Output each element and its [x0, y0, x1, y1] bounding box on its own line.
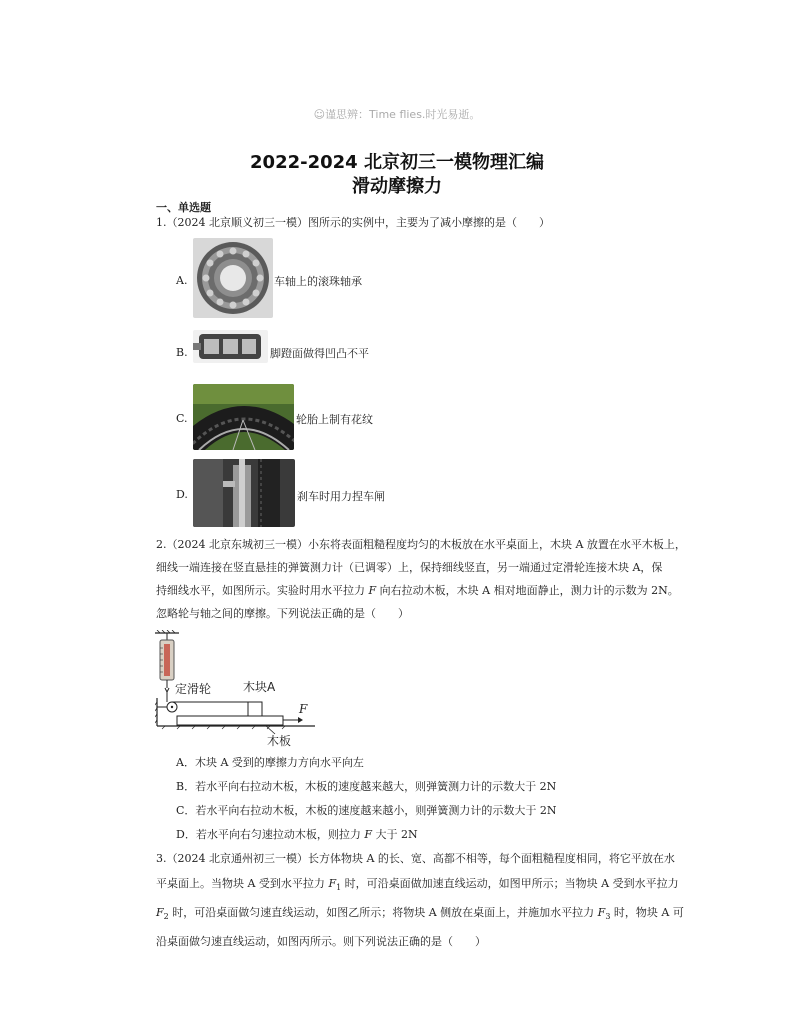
- section-heading: 一、单选题: [156, 201, 211, 214]
- q2-line-4: 忽略轮与轴之间的摩擦。下列说法正确的是（ ）: [156, 607, 409, 620]
- q2-force-variable: F: [368, 584, 377, 597]
- q1-option-a-label: A.: [176, 274, 188, 287]
- q3-f1-symbol: F: [328, 877, 337, 890]
- q3-f3-symbol: F: [597, 906, 606, 920]
- ball-bearing-image: [193, 238, 273, 318]
- q3-line-2a: 平桌面上。当物块 A 受到水平拉力: [156, 877, 329, 890]
- q2-line-3b: 向右拉动木板，木块 A 相对地面静止，测力计的示数为 2N。: [376, 584, 679, 597]
- q1-option-c-text: 轮胎上制有花纹: [296, 413, 373, 426]
- q1-option-b-text: 脚蹬面做得凹凸不平: [270, 347, 369, 360]
- q1-option-c-label: C.: [176, 412, 188, 425]
- q1-option-a-text: 车轴上的滚珠轴承: [274, 275, 362, 288]
- q2-option-d-b: 大于 2N: [371, 828, 418, 841]
- board-label: 木板: [267, 734, 292, 748]
- q3-f2-subscript: 2: [163, 912, 169, 922]
- q3-line-3c: 时，物块 A 可: [610, 906, 684, 920]
- q3-line-3b: 时，可沿桌面做匀速直线运动，如图乙所示；将物块 A 侧放在桌面上，并施加水平拉力: [168, 906, 598, 920]
- tire-tread-image: [193, 384, 294, 450]
- q2-option-b: B．若水平向右拉动木板，木板的速度越来越大，则弹簧测力计的示数大于 2N: [176, 780, 557, 793]
- q2-option-d-a: D．若水平向右匀速拉动木板，则拉力: [176, 828, 365, 841]
- question-1-stem: 1.（2024 北京顺义初三一模）图所示的实例中，主要为了减小摩擦的是（ ）: [156, 216, 550, 229]
- pulley-label: 定滑轮: [175, 682, 212, 696]
- question-2-stem: [156, 533, 716, 625]
- bicycle-pedal-image: [193, 330, 268, 363]
- q2-option-c: C．若水平向右拉动木板，木板的速度越来越小，则弹簧测力计的示数大于 2N: [176, 804, 557, 817]
- q1-option-d-label: D.: [176, 488, 188, 501]
- q3-f3-subscript: 3: [605, 912, 611, 922]
- q2-line-1: 2.（2024 北京东城初三一模）小东将表面粗糙程度均匀的木板放在水平桌面上，木块 A 放置在水平木板上，: [156, 538, 686, 551]
- q2-line-2: 细线一端连接在竖直悬挂的弹簧测力计（已调零）上，保持细线竖直，另一端通过定滑轮连接木块 A，保: [156, 561, 663, 574]
- q1-option-d-text: 刹车时用力捏车闸: [297, 490, 385, 503]
- q2-option-a: A．木块 A 受到的摩擦力方向水平向左: [176, 756, 364, 769]
- q3-line-2b: 时，可沿桌面做加速直线运动，如图甲所示；当物块 A 受到水平拉力: [341, 877, 679, 890]
- q2-line-3a: 持细线水平，如图所示。实验时用水平拉力: [156, 584, 369, 597]
- pulley-experiment-diagram: [155, 630, 325, 750]
- page-header: ☺谨思辨：Time flies.时光易逝。: [313, 108, 481, 121]
- q2-line-3: [156, 579, 716, 602]
- q1-option-b-label: B.: [176, 346, 188, 359]
- q3-line-4: 沿桌面做匀速直线运动，如图丙所示。则下列说法正确的是（ ）: [156, 935, 486, 949]
- block-label: 木块A: [243, 680, 276, 694]
- q3-line-1: 3.（2024 北京通州初三一模）长方体物块 A 的长、宽、高都不相等，每个面粗糙程度相同，将它平放在水: [156, 852, 675, 865]
- bicycle-brake-image: [193, 459, 295, 527]
- document-title: 2022-2024 北京初三一模物理汇编: [250, 152, 544, 173]
- q3-line-3: [156, 900, 716, 929]
- q3-line-2: [156, 871, 716, 900]
- q3-f2-symbol: F: [156, 906, 164, 920]
- q2-option-d-variable: F: [364, 828, 372, 841]
- q2-option-d: [176, 826, 418, 842]
- force-label: F: [299, 702, 308, 716]
- document-subtitle: 滑动摩擦力: [352, 176, 442, 197]
- q3-f1-subscript: 1: [336, 883, 342, 893]
- question-3-stem: [156, 846, 716, 954]
